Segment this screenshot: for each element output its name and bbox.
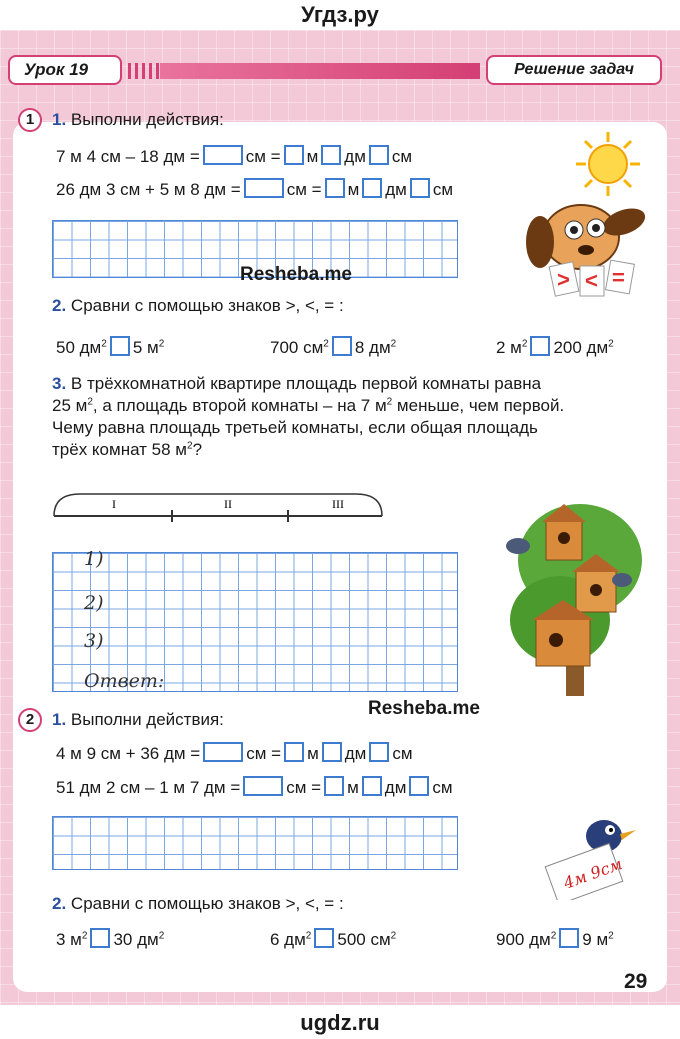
site-footer: ugdz.ru [300,1010,380,1035]
watermark-2: Resheba.me [368,698,480,719]
task-1-3-line2: 25 $м^2$, а площадь второй комнаты – на 7 $м^2$ меньше, чем первой. [52,396,565,415]
hand-answer: Ответ: [84,670,165,692]
compare-2-3: 900 $дм^2$ 9 $м^2$ [496,930,614,949]
answer-box[interactable] [325,178,345,198]
dog-illustration [526,192,646,302]
workbook-page [0,30,680,1005]
answer-box[interactable] [369,145,389,165]
answer-box[interactable] [203,742,243,762]
answer-box[interactable] [243,776,283,796]
task-1-2-title: 2. Сравни с помощью знаков >, <, = : [52,296,344,315]
segment-diagram [50,486,386,522]
task-2-1-title: 1. Выполни действия: [52,710,224,729]
compare-box[interactable] [530,336,550,356]
sign-card-text: 4м 9см [560,854,625,893]
answer-box[interactable] [203,145,243,165]
compare-2-1: 3 $м^2$ 30 $дм^2$ [56,930,165,949]
answer-box[interactable] [244,178,284,198]
segment-label-3: III [332,497,344,511]
hand-step-1: 1) [84,548,104,570]
answer-box[interactable] [362,776,382,796]
lesson-label: Урок 19 [8,55,122,85]
card-equal: = [612,265,625,290]
compare-box[interactable] [332,336,352,356]
calc-grid-2[interactable] [52,816,458,870]
header-bar [160,63,480,79]
watermark: Resheba.me [240,264,352,285]
compare-box[interactable] [90,928,110,948]
topic-label: Решение задач [486,55,662,85]
task-1-1-line2: 26 дм 3 см + 5 м 8 дм = см = м дм см [56,180,454,199]
sun-illustration [574,130,642,198]
answer-box[interactable] [284,742,304,762]
answer-box[interactable] [324,776,344,796]
segment-label-1: I [112,497,116,511]
compare-box[interactable] [110,336,130,356]
answer-box[interactable] [321,145,341,165]
compare-1-1: 50 $дм^2$ 5 $м^2$ [56,338,165,357]
page-number: 29 [624,970,648,993]
hand-step-3: 3) [84,630,104,652]
compare-box[interactable] [559,928,579,948]
answer-box[interactable] [284,145,304,165]
answer-box[interactable] [362,178,382,198]
site-header: Угдз.ру [301,2,379,27]
task-2-2-title: 2. Сравни с помощью знаков >, <, = : [52,894,344,913]
compare-box[interactable] [314,928,334,948]
answer-box[interactable] [409,776,429,796]
answer-box[interactable] [322,742,342,762]
birdhouse-tree-illustration [500,500,650,700]
answer-box[interactable] [410,178,430,198]
compare-2-2: 6 $дм^2$ 500 $см^2$ [270,930,397,949]
segment-label-2: II [224,497,232,511]
task-1-3-line4: трёх комнат 58 $м^2$? [52,440,203,459]
task-1-1-title: 1. Выполни действия: [52,110,224,129]
task-1-3-line1: 3. В трёхкомнатной квартире площадь первой комнаты равна [52,374,542,393]
task-1-3-line3: Чему равна площадь третьей комнаты, если общая площадь [52,418,538,437]
answer-box[interactable] [369,742,389,762]
task-2-1-line1: 4 м 9 см + 36 дм = см = м дм см [56,744,413,763]
section-1-badge: 1 [18,108,42,132]
section-2-badge: 2 [18,708,42,732]
card-greater: > [557,267,570,292]
compare-1-3: 2 $м^2$ 200 $дм^2$ [496,338,614,357]
task-2-1-line2: 51 дм 2 см – 1 м 7 дм = см = м дм см [56,778,453,797]
card-less: < [585,268,598,293]
hand-step-2: 2) [84,592,104,614]
compare-1-2: 700 $см^2$ 8 $дм^2$ [270,338,397,357]
comparison-cards [549,260,634,296]
task-1-1-line1: 7 м 4 см – 18 дм = см = м дм см [56,147,413,166]
bird-with-sign-illustration [540,810,650,900]
header-stripes [128,63,159,79]
